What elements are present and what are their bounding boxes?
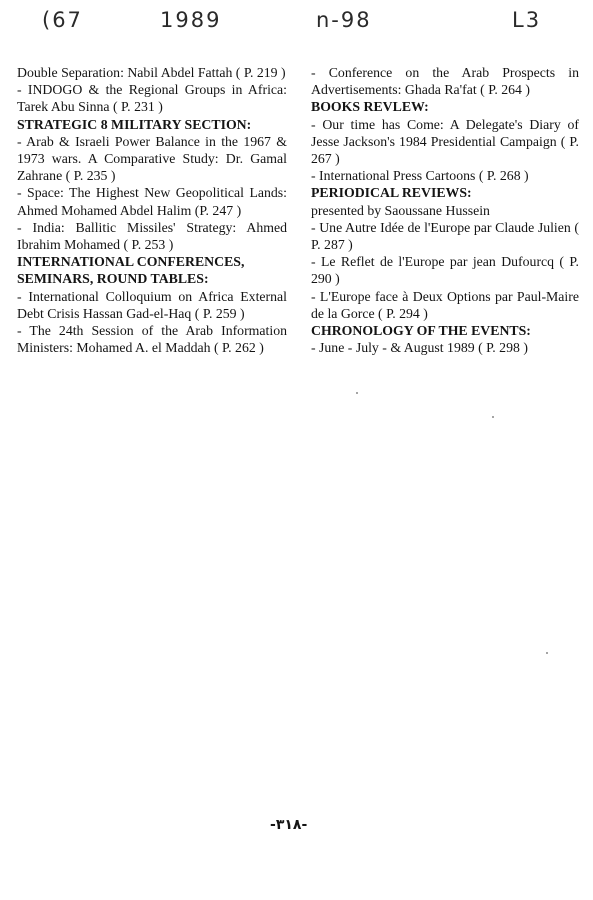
toc-entry: - Our time has Come: A Delegate's Diary of Jesse Jackson's 1984 Presidential Campaign ( P. 267 ) — [311, 116, 579, 167]
toc-entry: presented by Saoussane Hussein — [311, 202, 490, 218]
toc-entry: - Le Reflet de l'Europe par jean Dufourcq ( P. 290 ) — [311, 254, 579, 287]
toc-entry: - The 24th Session of the Arab Information Ministers: Mohamed A. el Maddah ( P. 262 ) — [17, 323, 287, 356]
section-heading: CHRONOLOGY OF THE EVENTS: — [311, 323, 531, 339]
handwritten-note-4: L3 — [512, 8, 542, 32]
toc-entry: - Conference on the Arab Prospects in Advertisements: Ghada Ra'fat ( P. 264 ) — [311, 65, 579, 98]
right-column — [311, 64, 579, 356]
section-heading: INTERNATIONAL CONFERENCES, SEMINARS, ROUND TABLES: — [17, 254, 245, 287]
section-heading: BOOKS REVLEW: — [311, 99, 429, 115]
toc-entry: Double Separation: Nabil Abdel Fattah ( P. 219 ) — [17, 65, 286, 80]
handwritten-note-3: n-98 — [316, 8, 372, 32]
scan-speck — [546, 652, 548, 654]
handwritten-note-1: (67 — [42, 8, 83, 32]
toc-entry: - Arab & Israeli Power Balance in the 1967 & 1973 wars. A Comparative Study: Dr. Gamal Zahrane ( P. 235 ) — [17, 133, 287, 184]
toc-entry: - Une Autre Idée de l'Europe par Claude Julien ( P. 287 ) — [311, 219, 579, 253]
toc-entry: - Space: The Highest New Geopolitical Lands: Ahmed Mohamed Abdel Halim (P. 247 ) — [17, 185, 287, 218]
section-heading: PERIODICAL REVIEWS: — [311, 185, 472, 201]
toc-entry: - L'Europe face à Deux Options par Paul-Maire de la Gorce ( P. 294 ) — [311, 288, 579, 321]
toc-entry: - International Colloquium on Africa External Debt Crisis Hassan Gad-el-Haq ( P. 259 ) — [17, 288, 287, 321]
toc-entry: - June - July - & August 1989 ( P. 298 ) — [311, 340, 528, 356]
page-number: -٣١٨- — [270, 817, 308, 833]
left-column — [17, 64, 287, 356]
handwritten-note-2: 1989 — [160, 8, 222, 32]
scan-speck — [356, 392, 358, 394]
section-heading: STRATEGIC 8 MILITARY SECTION: — [17, 116, 252, 132]
toc-entry: - India: Ballitic Missiles' Strategy: Ahmed Ibrahim Mohamed ( P. 253 ) — [17, 219, 287, 253]
scan-speck — [492, 416, 494, 418]
toc-entry: - INDOGO & the Regional Groups in Africa: Tarek Abu Sinna ( P. 231 ) — [17, 82, 287, 115]
toc-entry: - International Press Cartoons ( P. 268 ) — [311, 168, 529, 184]
